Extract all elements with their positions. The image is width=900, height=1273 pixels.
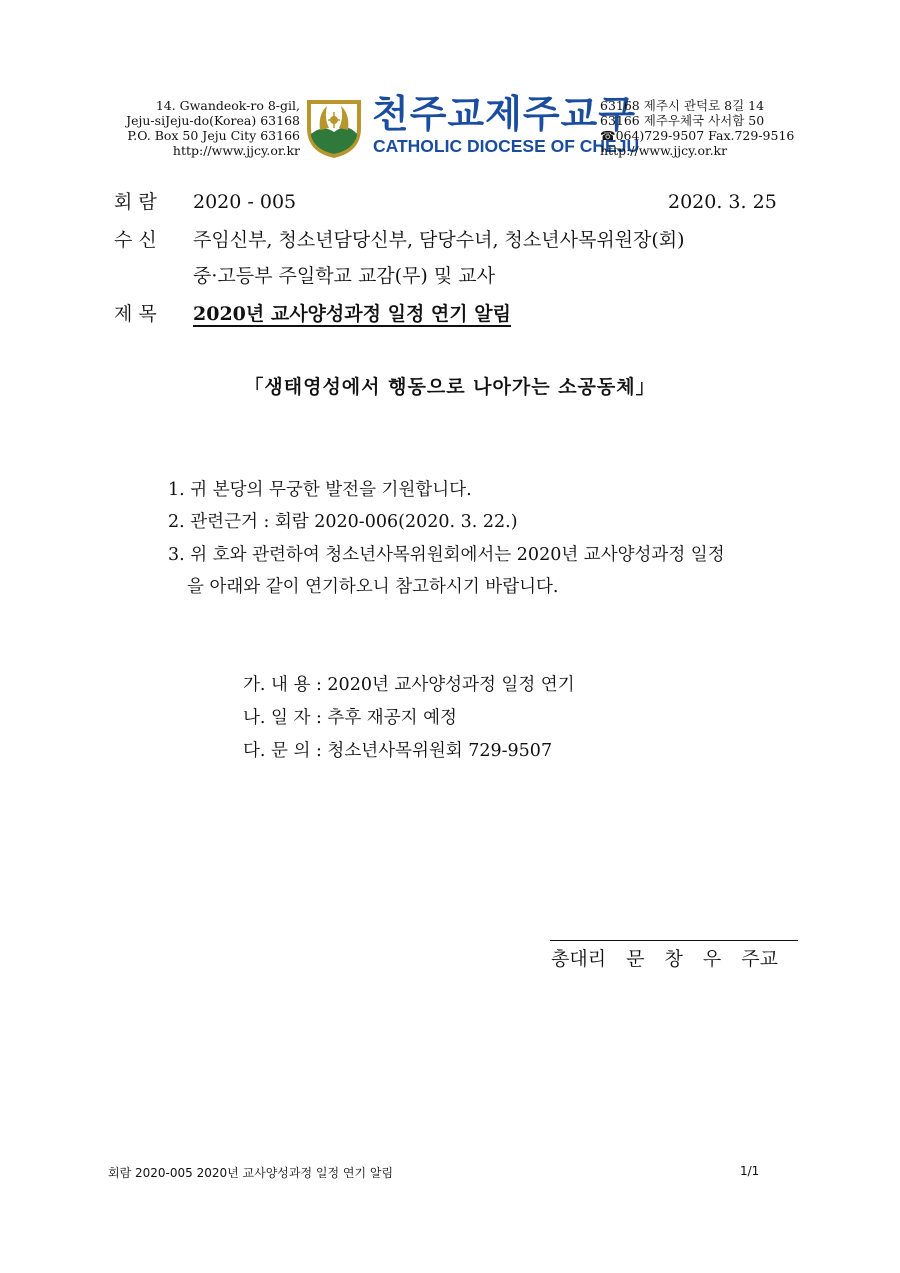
recipient-line-2: 중·고등부 주일학교 교감(무) 및 교사 <box>193 265 495 287</box>
body-item-3-line-2: 을 아래와 같이 연기하오니 참고하시기 바랍니다. <box>187 577 559 597</box>
subject-label: 제 목 <box>114 303 157 325</box>
body-item-3-line-1: 3. 위 호와 관련하여 청소년사목위원회에서는 2020년 교사양성과정 일정 <box>168 545 725 565</box>
recipient-line-1: 주임신부, 청소년담당신부, 담당수녀, 청소년사목위원장(회) <box>193 229 685 251</box>
detail-inquiry: 다. 문 의 : 청소년사목위원회 729-9507 <box>243 741 553 761</box>
address-en-website: http://www.jjcy.or.kr <box>172 143 300 158</box>
signature: 총대리 문 창 우 주교 <box>551 948 778 970</box>
doc-date: 2020. 3. 25 <box>668 191 777 213</box>
org-name-korean: 천주교제주교구 <box>372 92 636 136</box>
org-name-english: CATHOLIC DIOCESE OF CHEJU <box>373 136 640 156</box>
address-en-line-2: Jeju-siJeju-do(Korea) 63168 <box>126 113 300 128</box>
recipient-label: 수 신 <box>114 229 157 251</box>
body-item-1: 1. 귀 본당의 무궁한 발전을 기원합니다. <box>168 480 472 500</box>
address-ko-line-1: 63168 제주시 관덕로 8길 14 <box>600 98 765 113</box>
page-number: 1/1 <box>740 1164 760 1178</box>
doc-number: 2020 - 005 <box>193 191 297 213</box>
body-item-2: 2. 관련근거 : 회람 2020-006(2020. 3. 22.) <box>168 512 518 532</box>
address-en-line-1: 14. Gwandeok-ro 8-gil, <box>155 98 300 113</box>
address-ko-website: http://www.jjcy.or.kr <box>600 143 728 158</box>
signature-rule <box>550 940 798 941</box>
footer-title: 회람 2020-005 2020년 교사양성과정 일정 연기 알림 <box>108 1166 394 1180</box>
address-ko-phone: ☎064)729-9507 Fax.729-9516 <box>600 128 795 143</box>
address-en-line-3: P.O. Box 50 Jeju City 63166 <box>127 128 300 143</box>
doc-number-label: 회 람 <box>114 191 157 213</box>
detail-date: 나. 일 자 : 추후 재공지 예정 <box>243 708 457 728</box>
detail-content: 가. 내 용 : 2020년 교사양성과정 일정 연기 <box>243 675 575 695</box>
letterhead-address-english <box>118 98 300 158</box>
address-ko-line-2: 63166 제주우체국 사서함 50 <box>600 113 765 128</box>
diocese-emblem-icon <box>303 94 365 160</box>
letterhead-address-korean <box>600 98 794 158</box>
subject-title: 2020년 교사양성과정 일정 연기 알림 <box>193 303 511 325</box>
slogan: 「생태영성에서 행동으로 나아가는 소공동체」 <box>244 376 656 398</box>
